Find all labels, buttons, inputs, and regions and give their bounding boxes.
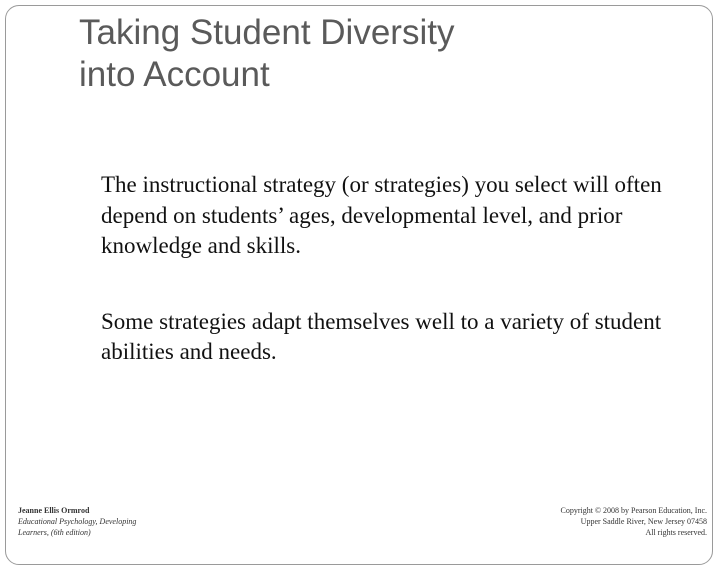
copyright-line-1: Copyright © 2008 by Pearson Education, Inc. bbox=[560, 506, 707, 515]
footer-citation bbox=[18, 505, 208, 538]
bullet-text: Some strategies adapt themselves well to a variety of student abilities and needs. bbox=[101, 308, 662, 364]
bullet-text: The instructional strategy (or strategies) you select will often depend on students’ ages, developmental level, and prior knowledge and skills. bbox=[101, 172, 662, 258]
footer-author: Jeanne Ellis Ormrod bbox=[18, 506, 90, 515]
bullet-list bbox=[84, 170, 684, 368]
footer-book-line-1: Educational Psychology, Developing bbox=[18, 517, 137, 526]
footer-copyright bbox=[487, 505, 707, 538]
copyright-line-2: Upper Saddle River, New Jersey 07458 bbox=[580, 517, 707, 526]
slide-title-line-2: into Account bbox=[79, 55, 270, 94]
copyright-line-3: All rights reserved. bbox=[645, 528, 707, 537]
bullet-item bbox=[84, 307, 684, 368]
footer-book-line-2: Learners, (6th edition) bbox=[18, 528, 91, 537]
bullet-item bbox=[84, 170, 684, 262]
slide-title-line-1: Taking Student Diversity bbox=[79, 13, 455, 52]
slide-title bbox=[79, 12, 639, 96]
